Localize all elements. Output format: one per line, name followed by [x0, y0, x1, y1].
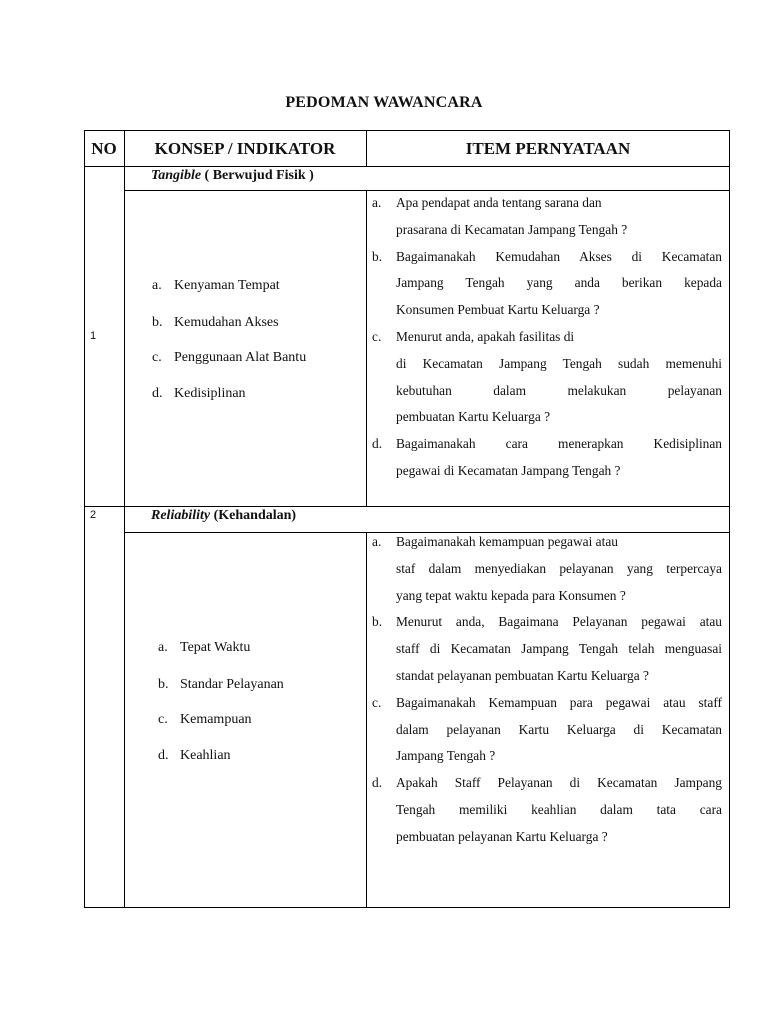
indicator-item: a. Kenyaman Tempat: [152, 278, 280, 293]
col-divider-no: [124, 130, 125, 908]
indicator-item: c. Penggunaan Alat Bantu: [152, 350, 307, 365]
header-no: NO: [91, 139, 117, 158]
header-konsep: KONSEP / INDIKATOR: [154, 139, 336, 158]
question-list-2: [372, 529, 722, 851]
header-item: ITEM PERNYATAAN: [465, 139, 631, 158]
table-border-bottom: [84, 907, 730, 908]
category-reliability: Reliability (Kehandalan): [151, 508, 297, 523]
header-divider: [84, 166, 730, 167]
question-item: b. Bagaimanakah Kemudahan Akses di Kecamatan Jampang Tengah yang anda berikan kepada Konsumen Pembuat Kartu Keluarga ?: [372, 248, 722, 318]
table-border-right: [729, 130, 730, 908]
col-divider-section-1: [366, 190, 367, 507]
interview-table: [84, 130, 730, 908]
table-border-top: [84, 130, 730, 131]
question-item: a. Bagaimanakah kemampuan pegawai atau staf dalam menyediakan pelayanan yang terpercaya yang tepat waktu kepada para Konsumen ?: [372, 534, 722, 603]
indicator-item: d. Kedisiplinan: [152, 386, 246, 401]
question-item: c. Bagaimanakah Kemampuan para pegawai atau staff dalam pelayanan Kartu Keluarga di Kecamatan Jampang Tengah ?: [372, 694, 722, 764]
indicator-item: a. Tepat Waktu: [158, 640, 251, 655]
indicator-item: b. Kemudahan Akses: [152, 315, 279, 330]
section-divider: [84, 506, 730, 507]
question-item: d. Bagaimanakah cara menerapkan Kedisiplinan pegawai di Kecamatan Jampang Tengah ?: [372, 436, 722, 478]
question-item: c. Menurut anda, apakah fasilitas di di Kecamatan Jampang Tengah sudah memenuhi kebutuhan dalam melakukan pelayanan pembuatan Kartu Keluarga ?: [372, 328, 722, 425]
table-border-left: [84, 130, 85, 908]
page-title: PEDOMAN WAWANCARA: [285, 94, 483, 111]
question-item: a. Apa pendapat anda tentang sarana dan prasarana di Kecamatan Jampang Tengah ?: [372, 195, 628, 237]
question-list-1: [372, 190, 722, 485]
category-tangible: Tangible ( Berwujud Fisik ): [151, 168, 314, 183]
row-number: 1: [90, 330, 97, 342]
row-number: 2: [90, 509, 97, 521]
question-item: d. Apakah Staff Pelayanan di Kecamatan Jampang Tengah memiliki keahlian dalam tata cara pembuatan pelayanan Kartu Keluarga ?: [372, 775, 722, 844]
question-item: b. Menurut anda, Bagaimana Pelayanan pegawai atau staff di Kecamatan Jampang Tengah telah menguasai standat pelayanan pembuatan Kartu Keluarga ?: [372, 614, 722, 683]
indicator-item: c. Kemampuan: [158, 712, 252, 727]
indicator-item: b. Standar Pelayanan: [158, 677, 284, 692]
indicator-item: d. Keahlian: [158, 748, 231, 763]
col-divider-section-2: [366, 532, 367, 908]
